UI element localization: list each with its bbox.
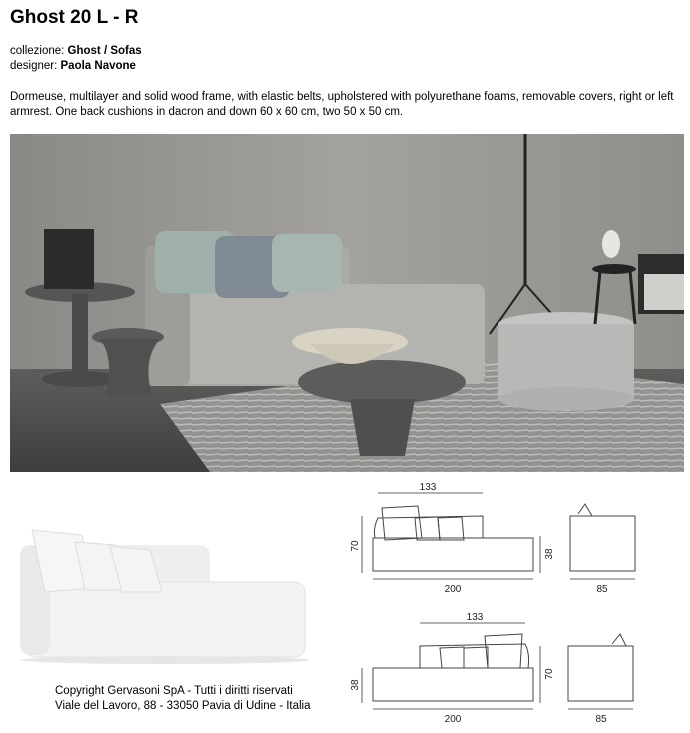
sofa-thumbnail bbox=[10, 510, 310, 665]
collection-line bbox=[10, 45, 142, 57]
dim-bottom-seat: 38 bbox=[350, 679, 361, 691]
product-title: Ghost 20 L - R bbox=[10, 7, 139, 28]
designer-label: designer: bbox=[10, 60, 58, 72]
dim-bottom-height: 70 bbox=[544, 668, 555, 680]
collection-label: collezione: bbox=[10, 45, 65, 57]
product-description: Dormeuse, multilayer and solid wood frame, with elastic belts, upholstered with polyurethane foams, removable covers, right or left armrest. One back cushions in dacron and down 60 x 60 cm, two 50 x 50 cm. bbox=[10, 91, 674, 118]
side-view-bottom bbox=[568, 634, 633, 725]
dim-top-depth: 85 bbox=[596, 584, 608, 595]
dim-top-length: 200 bbox=[444, 584, 462, 595]
copyright-line: Copyright Gervasoni SpA - Tutti i diritti riservati bbox=[55, 685, 293, 697]
designer-line bbox=[10, 60, 136, 72]
room-photo bbox=[10, 134, 684, 472]
dim-bottom-width: 133 bbox=[466, 612, 484, 623]
dim-bottom-length: 200 bbox=[444, 714, 462, 725]
dim-top-width: 133 bbox=[419, 482, 437, 493]
address-line: Viale del Lavoro, 88 - 33050 Pavia di Udine - Italia bbox=[55, 700, 311, 712]
dim-top-height: 70 bbox=[350, 540, 361, 552]
dim-bottom-depth: 85 bbox=[595, 714, 607, 725]
dim-top-seat: 38 bbox=[544, 548, 555, 560]
side-view-top bbox=[570, 504, 635, 595]
designer-value: Paola Navone bbox=[60, 60, 136, 72]
collection-value: Ghost / Sofas bbox=[67, 45, 142, 57]
copyright-block bbox=[55, 684, 311, 714]
front-view-top bbox=[350, 482, 555, 595]
front-view-bottom bbox=[350, 612, 555, 725]
technical-drawings bbox=[340, 478, 685, 728]
